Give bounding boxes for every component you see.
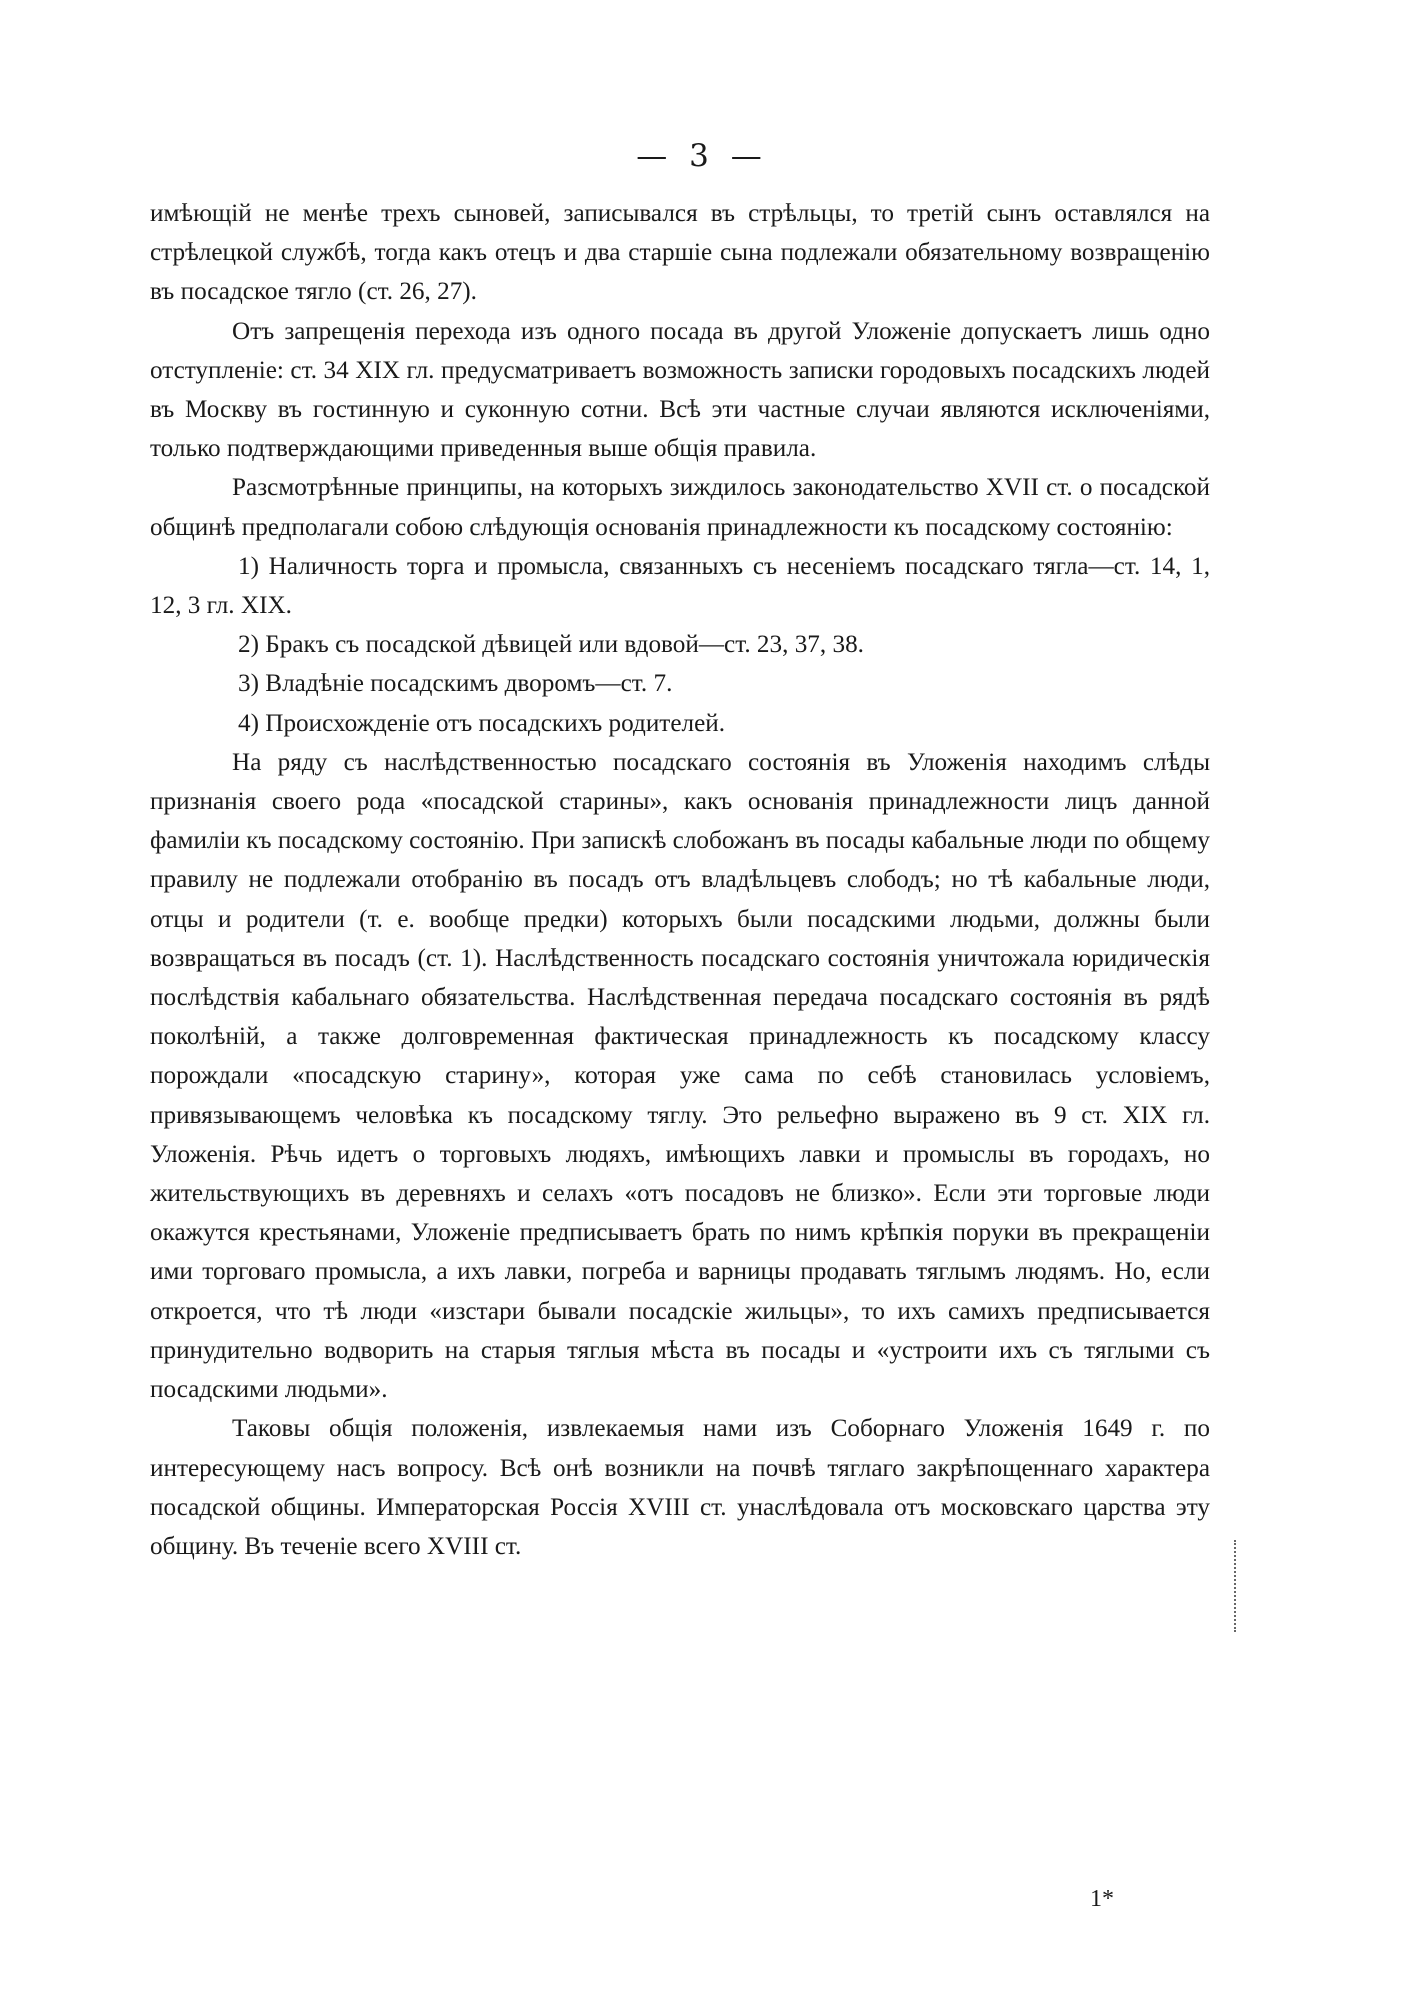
paragraph-continuation: имѣющій не менѣе трехъ сыновей, записывался въ стрѣльцы, то третій сынъ оставлялся на стрѣлецкой службѣ, тогда какъ отецъ и два старшіе сына подлежали обязательному возвращенію въ посадское тягло (ст. 26, 27).	[150, 200, 1210, 306]
paragraph-exception: Отъ запрещенія перехода изъ одного посада въ другой Уложеніе допускаетъ лишь одно отступленіе: ст. 34 XIX гл. предусматриваетъ возможность записки городовыхъ посадскихъ людей въ Москву въ гостинную и суконную сотни. Всѣ эти частные случаи являются исключеніями, только подтверждающими приведенныя выше общія правила.	[150, 317, 1210, 463]
list-item-1: 1) Наличность торга и промысла, связанныхъ съ несеніемъ посадскаго тягла—ст. 14, 1, 12, 3 гл. XIX.	[150, 552, 1210, 620]
paragraph-principles: Разсмотрѣнные принципы, на которыхъ зиждилось законодательство XVII ст. о посадской общинѣ предполагали собою слѣдующія основанія принадлежности къ посадскому состоянію:	[150, 474, 1210, 541]
paragraph-heredity: На ряду съ наслѣдственностью посадскаго состоянія въ Уложенія находимъ слѣды признанія своего рода «посадской старины», какъ основанія принадлежности лицъ данной фамиліи къ посадскому состоянію. При запискѣ слобожанъ въ посады кабальные люди по общему правилу не подлежали отобранію въ посадъ отъ владѣльцевъ слободъ; но тѣ кабальные люди, отцы и родители (т. е. вообще предки) которыхъ были посадскими людьми, должны были возвращаться въ посадъ (ст. 1). Наслѣдственность посадскаго состоянія уничтожала юридическія послѣдствія кабальнаго обязательства. Наслѣдственная передача посадскаго состоянія въ рядѣ поколѣній, а также долговременная фактическая принадлежность къ посадскому классу порождали «посадскую старину», которая уже сама по себѣ становилась условіемъ, привязывающемъ человѣка къ посадскому тяглу. Это рельефно выражено въ 9 ст. XIX гл. Уложенія. Рѣчь идетъ о торговыхъ людяхъ, имѣющихъ лавки и промыслы въ городахъ, но жительствующихъ въ деревняхъ и селахъ «отъ посадовъ не близко». Если эти торговые люди окажутся крестьянами, Уложеніе предписываетъ брать по нимъ крѣпкія поруки въ прекращеніи ими торговаго промысла, а ихъ лавки, погреба и варницы продавать тяглымъ людямъ. Но, если откроется, что тѣ люди «изстари бывали посадскіе жильцы», то ихъ самихъ предписывается принудительно водворить на старыя тяглыя мѣста въ посады и «устроити ихъ съ тяглыми съ посадскими людьми».	[150, 748, 1210, 1404]
page-number-header: — 3 —	[636, 138, 768, 174]
body-text	[150, 194, 1210, 1566]
list-item-4: 4) Происхожденіе отъ посадскихъ родителей.	[238, 709, 726, 737]
list-item-3: 3) Владѣніе посадскимъ дворомъ—ст. 7.	[238, 670, 673, 698]
signature-mark: 1*	[1090, 1886, 1114, 1912]
paragraph-summary: Таковы общія положенія, извлекаемыя нами изъ Соборнаго Уложенія 1649 г. по интересующему насъ вопросу. Всѣ онѣ возникли на почвѣ тяглаго закрѣпощеннаго характера посадской общины. Императорская Россія XVIII ст. унаслѣдовала отъ московскаго царства эту общину. Въ теченіе всего XVIII ст.	[150, 1415, 1210, 1560]
list-item-2: 2) Бракъ съ посадской дѣвицей или вдовой—ст. 23, 37, 38.	[238, 631, 864, 659]
margin-dots	[1234, 1540, 1240, 1632]
